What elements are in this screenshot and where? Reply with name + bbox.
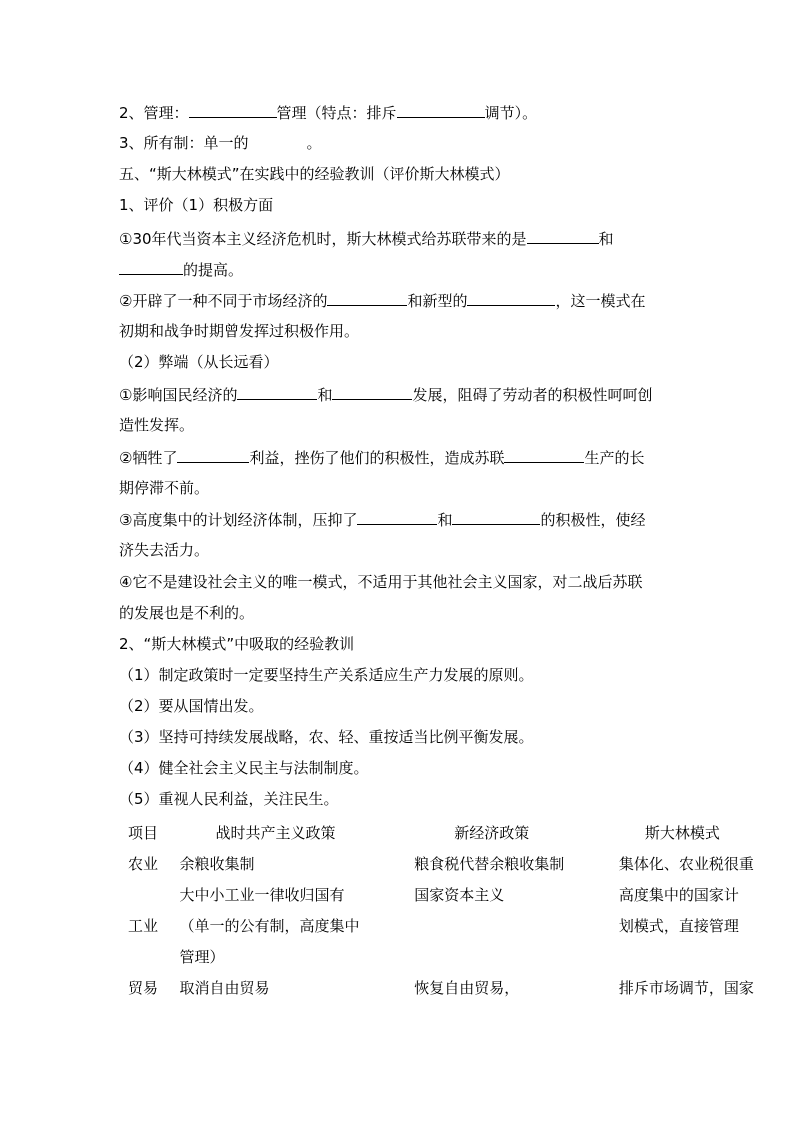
list-item: （5）重视人民利益，关注民生。: [119, 790, 339, 808]
list-item: （2）要从国情出发。: [119, 697, 264, 715]
text: 3、所有制：单一的: [119, 134, 249, 152]
fill-blank[interactable]: [177, 447, 249, 463]
cell-line: 划模式，直接管理: [618, 917, 739, 935]
text-line: 造性发挥。: [119, 416, 195, 434]
table-header: 斯大林模式: [644, 824, 720, 842]
table-cell: [619, 880, 794, 973]
table-cell: 取消自由贸易: [179, 979, 270, 997]
text: ，这一模式在: [555, 292, 646, 310]
text: 调节）。: [484, 104, 538, 122]
fill-blank[interactable]: [327, 290, 407, 306]
cell-line: 高度集中的国家计: [618, 886, 739, 904]
subheading: （2）弊端（从长远看）: [119, 353, 279, 371]
text: 和新型的: [407, 292, 468, 310]
fill-blank[interactable]: [237, 384, 317, 400]
text-line: [119, 384, 652, 405]
fill-blank[interactable]: [332, 384, 412, 400]
cell-line: （单一的公有制，高度集中: [179, 917, 360, 935]
fill-blank[interactable]: [527, 228, 599, 244]
fill-blank[interactable]: [397, 102, 485, 118]
text: 的积极性，使经: [540, 511, 646, 529]
text: ②开辟了一种不同于市场经济的: [119, 292, 328, 310]
text-line: [119, 509, 645, 530]
table-cell: 粮食税代替余粮收集制: [414, 855, 565, 873]
cell-line: 大中小工业一律收归国有: [179, 886, 345, 904]
table-cell: 国家资本主义: [414, 886, 505, 904]
text: 生产的长: [584, 449, 645, 467]
text-line: 期停滞不前。: [119, 479, 210, 497]
section-heading: 五、“斯大林模式”在实践中的经验教训（评价斯大林模式）: [119, 165, 510, 183]
text-line: ④它不是建设社会主义的唯一模式，不适用于其他社会主义国家，对二战后苏联: [119, 573, 643, 591]
fill-blank[interactable]: [189, 102, 277, 118]
subheading: 1、评价（1）积极方面: [119, 196, 274, 214]
text-line: [119, 102, 537, 123]
text-line: 初期和战争时期曾发挥过积极作用。: [119, 322, 360, 340]
table-cell: 农业: [128, 855, 159, 873]
text-line: [119, 259, 243, 280]
fill-blank[interactable]: [119, 259, 183, 275]
text-line: [119, 290, 645, 311]
fill-blank[interactable]: [452, 509, 540, 525]
subheading: 2、“斯大林模式”中吸取的经验教训: [119, 635, 355, 653]
comparison-table: [119, 818, 794, 1004]
text-line: 济失去活力。: [119, 541, 210, 559]
text: ③高度集中的计划经济体制，压抑了: [119, 511, 358, 529]
table-header: 项目: [128, 824, 159, 842]
table-cell: 工业: [128, 917, 159, 935]
fill-blank[interactable]: [357, 509, 437, 525]
text-line: [119, 447, 644, 468]
text: 2、管理：: [119, 104, 189, 122]
text: 管理（特点：排斥: [276, 104, 397, 122]
text: 。: [306, 134, 322, 152]
table-header-row: [119, 818, 794, 849]
list-item: （4）健全社会主义民主与法制制度。: [119, 759, 369, 777]
text: 和: [437, 511, 453, 529]
text: 和: [317, 386, 333, 404]
text-line: [119, 228, 614, 249]
text: 的提高。: [183, 261, 244, 279]
list-item: （1）制定政策时一定要坚持生产关系适应生产力发展的原则。: [119, 666, 534, 684]
text: 发展，阻碍了劳动者的积极性呵呵创: [412, 386, 653, 404]
cell-line: 管理）: [179, 948, 225, 966]
table-row: [119, 880, 794, 973]
table-header: 战时共产主义政策: [215, 824, 336, 842]
text: ①30年代当资本主义经济危机时，斯大林模式给苏联带来的是: [119, 230, 527, 248]
table-cell: [179, 880, 414, 973]
text-line: [119, 133, 322, 153]
table-row: [119, 973, 794, 1004]
table-cell: 余粮收集制: [179, 855, 255, 873]
text: ②牺牲了: [119, 449, 178, 467]
table-row: [119, 849, 794, 880]
table-header: 新经济政策: [454, 824, 530, 842]
table-cell: 恢复自由贸易，: [414, 979, 520, 997]
table-cell: 集体化、农业税很重: [618, 855, 754, 873]
table-cell: 贸易: [128, 979, 159, 997]
text: 和: [598, 230, 614, 248]
text: ①影响国民经济的: [119, 386, 238, 404]
table-cell: 排斥市场调节，国家: [618, 979, 754, 997]
fill-blank[interactable]: [467, 290, 555, 306]
text-line: 的发展也是不利的。: [119, 604, 255, 622]
text: 利益，挫伤了他们的积极性，造成苏联: [249, 449, 505, 467]
list-item: （3）坚持可持续发展战略，农、轻、重按适当比例平衡发展。: [119, 728, 534, 746]
fill-blank[interactable]: [504, 447, 584, 463]
